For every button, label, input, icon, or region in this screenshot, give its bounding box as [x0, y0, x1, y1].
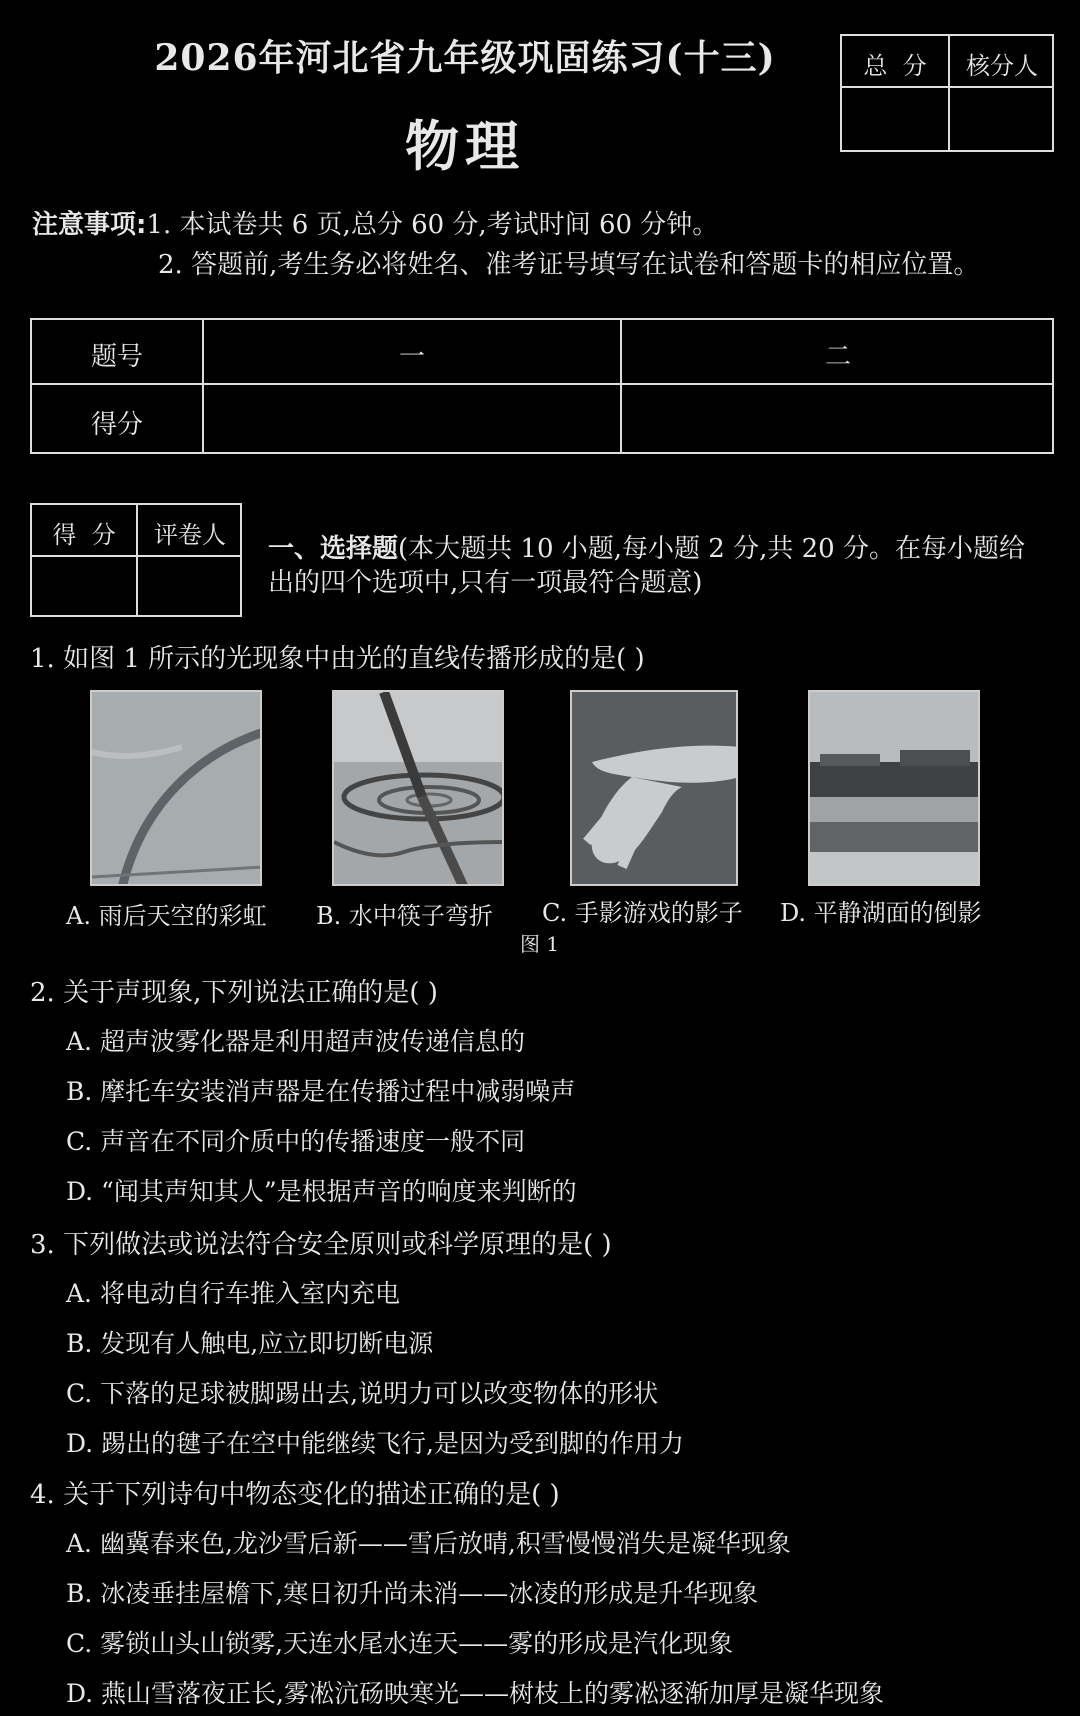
figure-chopstick-image	[332, 690, 504, 886]
question-3-option-a: A. 将电动自行车推入室内充电	[66, 1279, 400, 1308]
figure-caption-d: D. 平静湖面的倒影	[780, 899, 982, 927]
question-4-option-c: C. 雾锁山头山锁雾,天连水尾水连天——雾的形成是汽化现象	[66, 1629, 734, 1658]
question-3-option-b: B. 发现有人触电,应立即切断电源	[66, 1329, 434, 1358]
question-4-option-d: D. 燕山雪落夜正长,雾凇沆砀映寒光——树枝上的雾凇逐渐加厚是凝华现象	[66, 1679, 884, 1708]
notes-item-1: 1. 本试卷共 6 页,总分 60 分,考试时间 60 分钟。	[146, 210, 719, 240]
figure-caption-a: A. 雨后天空的彩虹	[66, 902, 267, 930]
question-2-option-b: B. 摩托车安装消声器是在传播过程中减弱噪声	[66, 1077, 576, 1106]
total-score-label: 总 分	[863, 52, 927, 80]
score-table	[30, 318, 1054, 454]
notes-label: 注意事项:	[32, 210, 147, 240]
section-desc-line1: (本大题共 10 小题,每小题 2 分,共 20 分。在每小题给	[398, 534, 1025, 564]
score-table-row2-label: 得分	[90, 410, 143, 440]
figure-caption-b: B. 水中筷子弯折	[316, 902, 493, 930]
figure-lake-reflection-image	[808, 690, 980, 886]
notes-item-2: 2. 答题前,考生务必将姓名、准考证号填写在试卷和答题卡的相应位置。	[158, 250, 980, 280]
subject-title: 物理	[405, 114, 525, 178]
score-table-row1-label: 题号	[90, 342, 143, 372]
question-1-stem: 1. 如图 1 所示的光现象中由光的直线传播形成的是( )	[30, 644, 645, 674]
section-desc-line2: 出的四个选项中,只有一项最符合题意)	[268, 568, 703, 598]
question-3-stem: 3. 下列做法或说法符合安全原则或科学原理的是( )	[30, 1230, 612, 1260]
total-score-box	[840, 34, 1054, 152]
question-3-option-d: D. 踢出的毽子在空中能继续飞行,是因为受到脚的作用力	[66, 1429, 684, 1458]
section-heading	[268, 528, 1025, 565]
grader-box	[30, 503, 242, 617]
question-3-option-c: C. 下落的足球被脚踢出去,说明力可以改变物体的形状	[66, 1379, 659, 1408]
grader-score-label: 得 分	[52, 521, 116, 549]
figure-hand-shadow-image	[570, 690, 738, 886]
question-2-option-c: C. 声音在不同介质中的传播速度一般不同	[66, 1127, 526, 1156]
question-4-option-b: B. 冰凌垂挂屋檐下,寒日初升尚未消——冰凌的形成是升华现象	[66, 1579, 759, 1608]
figure-rainbow-image	[90, 690, 262, 886]
notes-block	[32, 204, 718, 241]
figure-label: 图 1	[520, 932, 560, 956]
checker-label: 核分人	[966, 52, 1038, 80]
question-4-stem: 4. 关于下列诗句中物态变化的描述正确的是( )	[30, 1480, 560, 1510]
question-2-option-a: A. 超声波雾化器是利用超声波传递信息的	[66, 1027, 525, 1056]
score-table-col2: 二	[824, 342, 851, 372]
section-title: 一、选择题	[268, 534, 399, 564]
exam-title: 2026年河北省九年级巩固练习(十三)	[154, 37, 776, 79]
grader-name-label: 评卷人	[154, 521, 226, 549]
question-4-option-a: A. 幽冀春来色,龙沙雪后新——雪后放晴,积雪慢慢消失是凝华现象	[66, 1529, 791, 1558]
question-2-option-d: D. “闻其声知其人”是根据声音的响度来判断的	[66, 1177, 577, 1206]
question-2-stem: 2. 关于声现象,下列说法正确的是( )	[30, 978, 438, 1008]
score-table-col1: 一	[398, 342, 425, 372]
figure-caption-c: C. 手影游戏的影子	[542, 899, 743, 927]
